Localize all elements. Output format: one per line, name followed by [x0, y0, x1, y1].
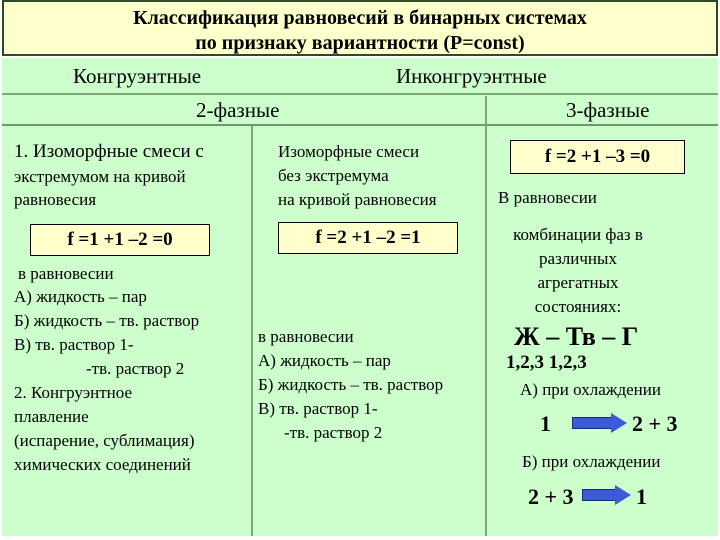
col2-eq-3: В) тв. раствор 1-: [258, 399, 378, 418]
col3-line-1: В равновесии: [498, 188, 597, 207]
col3-cooling-a: А) при охлаждении: [520, 380, 661, 399]
col1-eq-0: в равновесии: [18, 264, 114, 283]
col1-line-2: экстремумом на кривой: [14, 167, 186, 186]
col1-eq-2: Б) жидкость – тв. раствор: [14, 311, 200, 330]
arrow-b-shaft: [582, 489, 616, 501]
arrow-a-shaft: [572, 417, 612, 429]
col2-line-1: Изоморфные смеси: [278, 142, 420, 161]
col1-eq-3: В) тв. раствор 1-: [14, 335, 134, 354]
col1-eq-7: (испарение, сублимация): [14, 431, 195, 450]
col3-indices: 1,2,3 1,2,3: [506, 352, 587, 373]
col3-combo-2: агрегатных: [537, 273, 619, 292]
col3-a-left: 1: [540, 411, 551, 436]
col2-line-3: на кривой равновесия: [278, 190, 437, 209]
col2-eq-4: -тв. раствор 2: [284, 423, 383, 442]
col1-eq-5: 2. Конгруэнтное: [14, 383, 133, 402]
col3-phases: Ж – Тв – Г: [514, 322, 639, 351]
column-divider-1: [251, 126, 253, 536]
title-line-1: Классификация равновесий в бинарных системах: [133, 7, 587, 29]
header-congruent: Конгруэнтные: [73, 64, 202, 88]
col1-formula: f =1 +1 –2 =0: [30, 224, 210, 256]
col1-eq-1: А) жидкость – пар: [14, 287, 147, 306]
header-divider: [2, 93, 718, 95]
col3-a-right: 2 + 3: [632, 411, 678, 436]
column-divider-2: [485, 96, 487, 536]
header-incongruent: Инконгруэнтные: [396, 64, 547, 88]
col3-b-right: 1: [636, 484, 647, 509]
col1-line-3: равновесия: [14, 190, 97, 209]
col2-eq-2: Б) жидкость – тв. раствор: [258, 375, 444, 394]
col2-eq-0: в равновесии: [258, 327, 354, 346]
col1-eq-4: -тв. раствор 2: [86, 359, 185, 378]
col3-combo-0: комбинации фаз в: [513, 225, 643, 244]
arrow-b-head-icon: [615, 485, 631, 505]
col1-eq-6: плавление: [14, 407, 89, 426]
col3-formula: f =2 +1 –3 =0: [510, 140, 685, 174]
header-two-phase: 2-фазные: [196, 98, 280, 122]
title-box: [2, 0, 718, 56]
col3-combo-3: состояниях:: [534, 297, 622, 316]
col1-line-1: 1. Изоморфные смеси с: [14, 141, 204, 162]
title-line-2: по признаку вариантности (P=const): [195, 32, 525, 54]
arrow-a-head-icon: [611, 413, 627, 433]
col3-b-left: 2 + 3: [528, 484, 574, 509]
col1-eq-8: химических соединений: [14, 455, 191, 474]
col3-combo-1: различных: [539, 249, 617, 268]
col2-line-2: без экстремума: [278, 166, 389, 185]
header-three-phase: 3-фазные: [566, 98, 650, 122]
col2-eq-1: А) жидкость – пар: [258, 351, 391, 370]
col2-formula: f =2 +1 –2 =1: [278, 222, 458, 254]
col3-cooling-b: Б) при охлаждении: [522, 452, 661, 471]
